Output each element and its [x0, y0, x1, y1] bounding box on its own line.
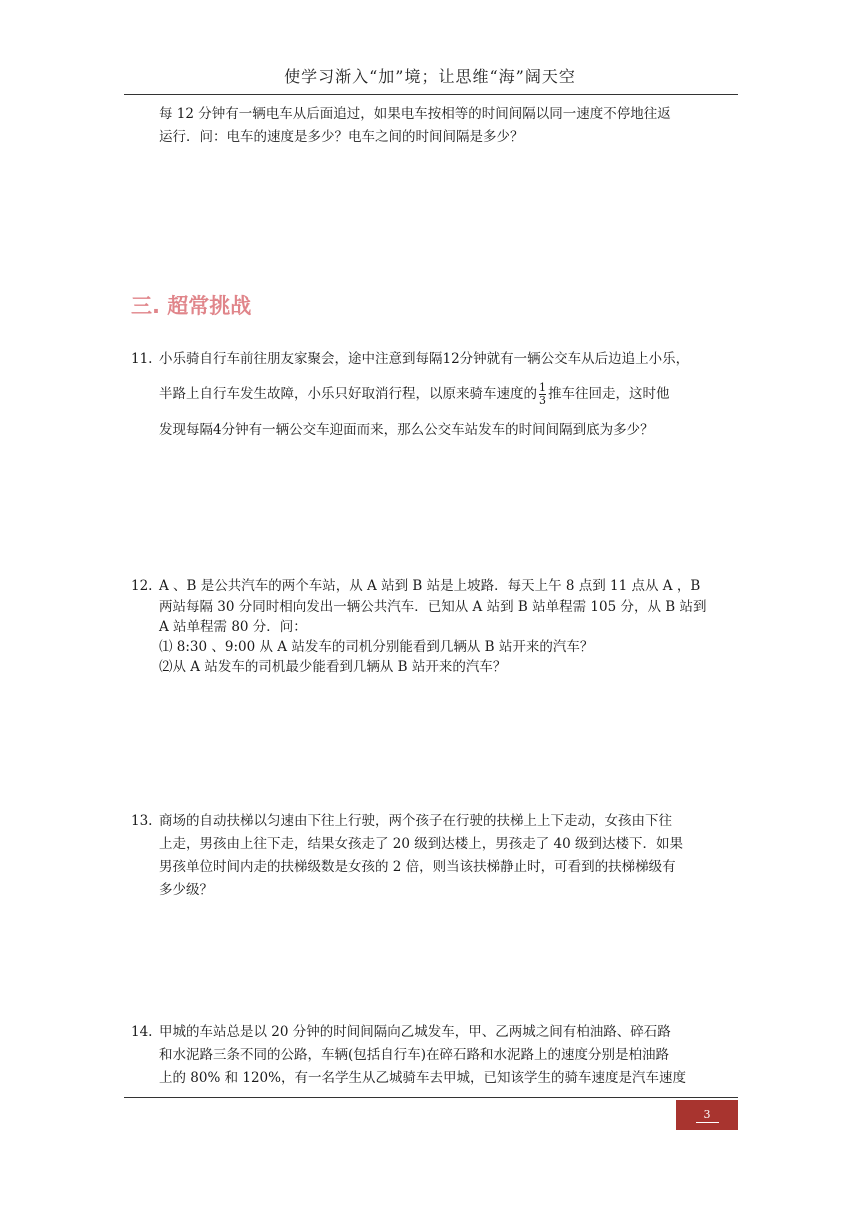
problem-12-line-1: [131, 576, 700, 596]
problem-text: 半路上自行车发生故障，小乐只好取消行程，以原来骑车速度的: [159, 386, 537, 402]
carryover-line-1: 每 12 分钟有一辆电车从后面追过，如果电车按相等的时间间隔以同一速度不停地往返: [159, 106, 671, 122]
section-heading: 三. 超常挑战: [131, 294, 252, 318]
problem-number: 14.: [131, 1024, 153, 1040]
problem-text: A 、B 是公共汽车的两个车站，从 A 站到 B 站是上坡路．每天上午 8 点到 11 点从 A ，B: [159, 578, 701, 594]
page-number-box: [676, 1100, 738, 1130]
footer-divider: [124, 1097, 738, 1098]
problem-12-line-3: A 站单程需 80 分．问：: [159, 619, 307, 635]
problem-number: 11.: [131, 351, 153, 367]
problem-13-line-4: 多少级？: [159, 882, 213, 898]
problem-text: 商场的自动扶梯以匀速由下往上行驶，两个孩子在行驶的扶梯上上下走动，女孩由下往: [159, 813, 672, 829]
page-header-title: 使学习渐入“加”境；让思维“海”阔天空: [284, 67, 576, 86]
page-number: 3: [696, 1108, 719, 1123]
problem-11-line-2: [159, 381, 670, 407]
problem-number: 13.: [131, 813, 153, 829]
problem-text: 小乐骑自行车前往朋友家聚会，途中注意到每隔12分钟就有一辆公交车从后边追上小乐，: [159, 351, 690, 367]
problem-14-line-1: [131, 1022, 671, 1042]
carryover-line-2: 运行．问：电车的速度是多少？电车之间的时间间隔是多少？: [159, 129, 524, 145]
problem-13-line-3: 男孩单位时间内走的扶梯级数是女孩的 2 倍，则当该扶梯静止时，可看到的扶梯梯级有: [159, 859, 676, 875]
problem-text: 推车往回走，这时他: [548, 386, 670, 402]
problem-11-line-1: [131, 349, 689, 369]
fraction-denominator: 3: [539, 393, 546, 407]
problem-12-sub-2: ⑵从 A 站发车的司机最少能看到几辆从 B 站开来的汽车？: [159, 659, 507, 675]
problem-12-line-2: 两站每隔 30 分同时相向发出一辆公共汽车．已知从 A 站到 B 站单程需 105 分，从 B 站到: [159, 599, 707, 615]
problem-13-line-2: 上走，男孩由上往下走，结果女孩走了 20 级到达楼上，男孩走了 40 级到达楼下．如果: [159, 836, 684, 852]
problem-14-line-2: 和水泥路三条不同的公路，车辆(包括自行车)在碎石路和水泥路上的速度分别是柏油路: [159, 1047, 670, 1063]
problem-14-line-3: 上的 80% 和 120%，有一名学生从乙城骑车去甲城，已知该学生的骑车速度是汽车速度: [159, 1070, 686, 1086]
fraction-numerator: 1: [539, 380, 546, 394]
problem-number: 12.: [131, 578, 153, 594]
problem-11-line-3: 发现每隔4分钟有一辆公交车迎面而来，那么公交车站发车的时间间隔到底为多少？: [159, 422, 654, 438]
fraction-one-third: [539, 382, 546, 407]
problem-12-sub-1: ⑴ 8:30 、9:00 从 A 站发车的司机分别能看到几辆从 B 站开来的汽车？: [159, 639, 594, 655]
header-divider: [124, 94, 738, 95]
problem-text: 甲城的车站总是以 20 分钟的时间间隔向乙城发车，甲、乙两城之间有柏油路、碎石路: [159, 1024, 671, 1040]
problem-13-line-1: [131, 811, 672, 831]
